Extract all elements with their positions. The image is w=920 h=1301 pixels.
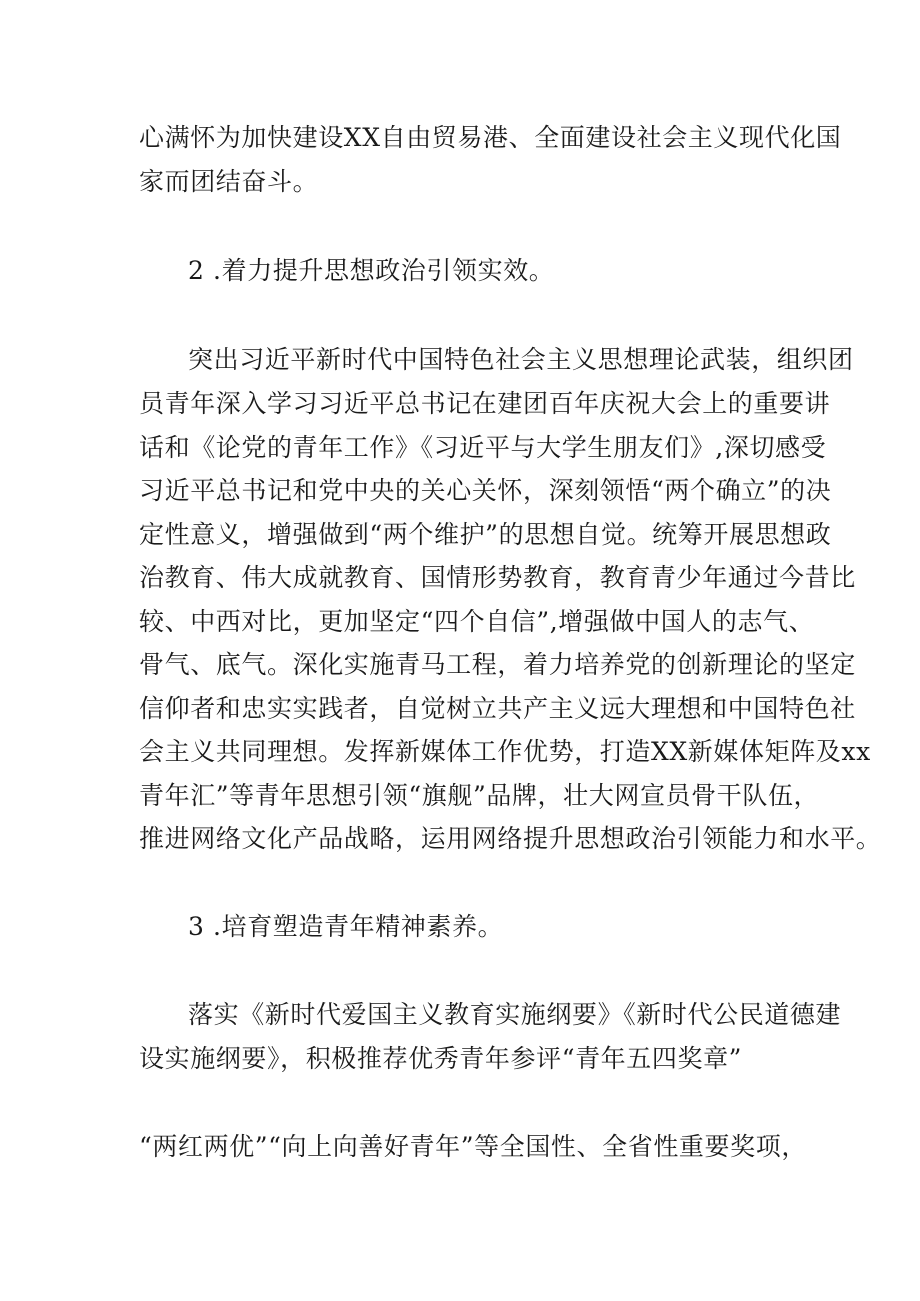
paragraph-2-line-5: 定性意义，增强做到“两个维护”的思想自觉。统筹开展思想政 [139, 520, 832, 549]
paragraph-3-line-2: 设实施纲要》，积极推荐优秀青年参评“青年五四奖章” [139, 1044, 743, 1073]
paragraph-1-line-1: 心满怀为加快建设XX自由贸易港、全面建设社会主义现代化国 [139, 123, 842, 152]
section-heading-2: 2 .着力提升思想政治引领实效。 [188, 256, 555, 285]
section-heading-3: 3 .培育塑造青年精神素养。 [188, 912, 504, 941]
paragraph-1-line-2: 家而团结奋斗。 [139, 167, 319, 196]
paragraph-2-line-10: 会主义共同理想。发挥新媒体工作优势，打造XX新媒体矩阵及xx [139, 737, 871, 766]
paragraph-2-line-8: 骨气、底气。深化实施青马工程，着力培养党的创新理论的坚定 [139, 650, 856, 679]
paragraph-2-line-11: 青年汇”等青年思想引领“旗舰”品牌，壮大网宣员骨干队伍， [139, 781, 820, 810]
paragraph-2-line-4: 习近平总书记和党中央的关心关怀，深刻领悟“两个确立”的决 [139, 476, 832, 505]
paragraph-2-line-3: 话和《论党的青年工作》《习近平与大学生朋友们》,深切感受 [139, 433, 827, 462]
paragraph-4-line-1: “两红两优”“向上向善好青年”等全国性、全省性重要奖项， [139, 1132, 807, 1161]
paragraph-2-line-1: 突出习近平新时代中国特色社会主义思想理论武装，组织团 [188, 345, 854, 374]
paragraph-2-line-9: 信仰者和忠实实践者，自觉树立共产主义远大理想和中国特色社 [139, 694, 856, 723]
paragraph-2-line-12: 推进网络文化产品战略，运用网络提升思想政治引领能力和水平。 [139, 824, 882, 853]
paragraph-2-line-2: 员青年深入学习习近平总书记在建团百年庆祝大会上的重要讲 [139, 389, 831, 418]
paragraph-2-line-7: 较、中西对比，更加坚定“四个自信”,增强做中国人的志气、 [139, 607, 815, 636]
paragraph-2-line-6: 治教育、伟大成就教育、国情形势教育，教育青少年通过今昔比 [139, 563, 856, 592]
paragraph-3-line-1: 落实《新时代爱国主义教育实施纲要》《新时代公民道德建 [188, 1000, 842, 1029]
